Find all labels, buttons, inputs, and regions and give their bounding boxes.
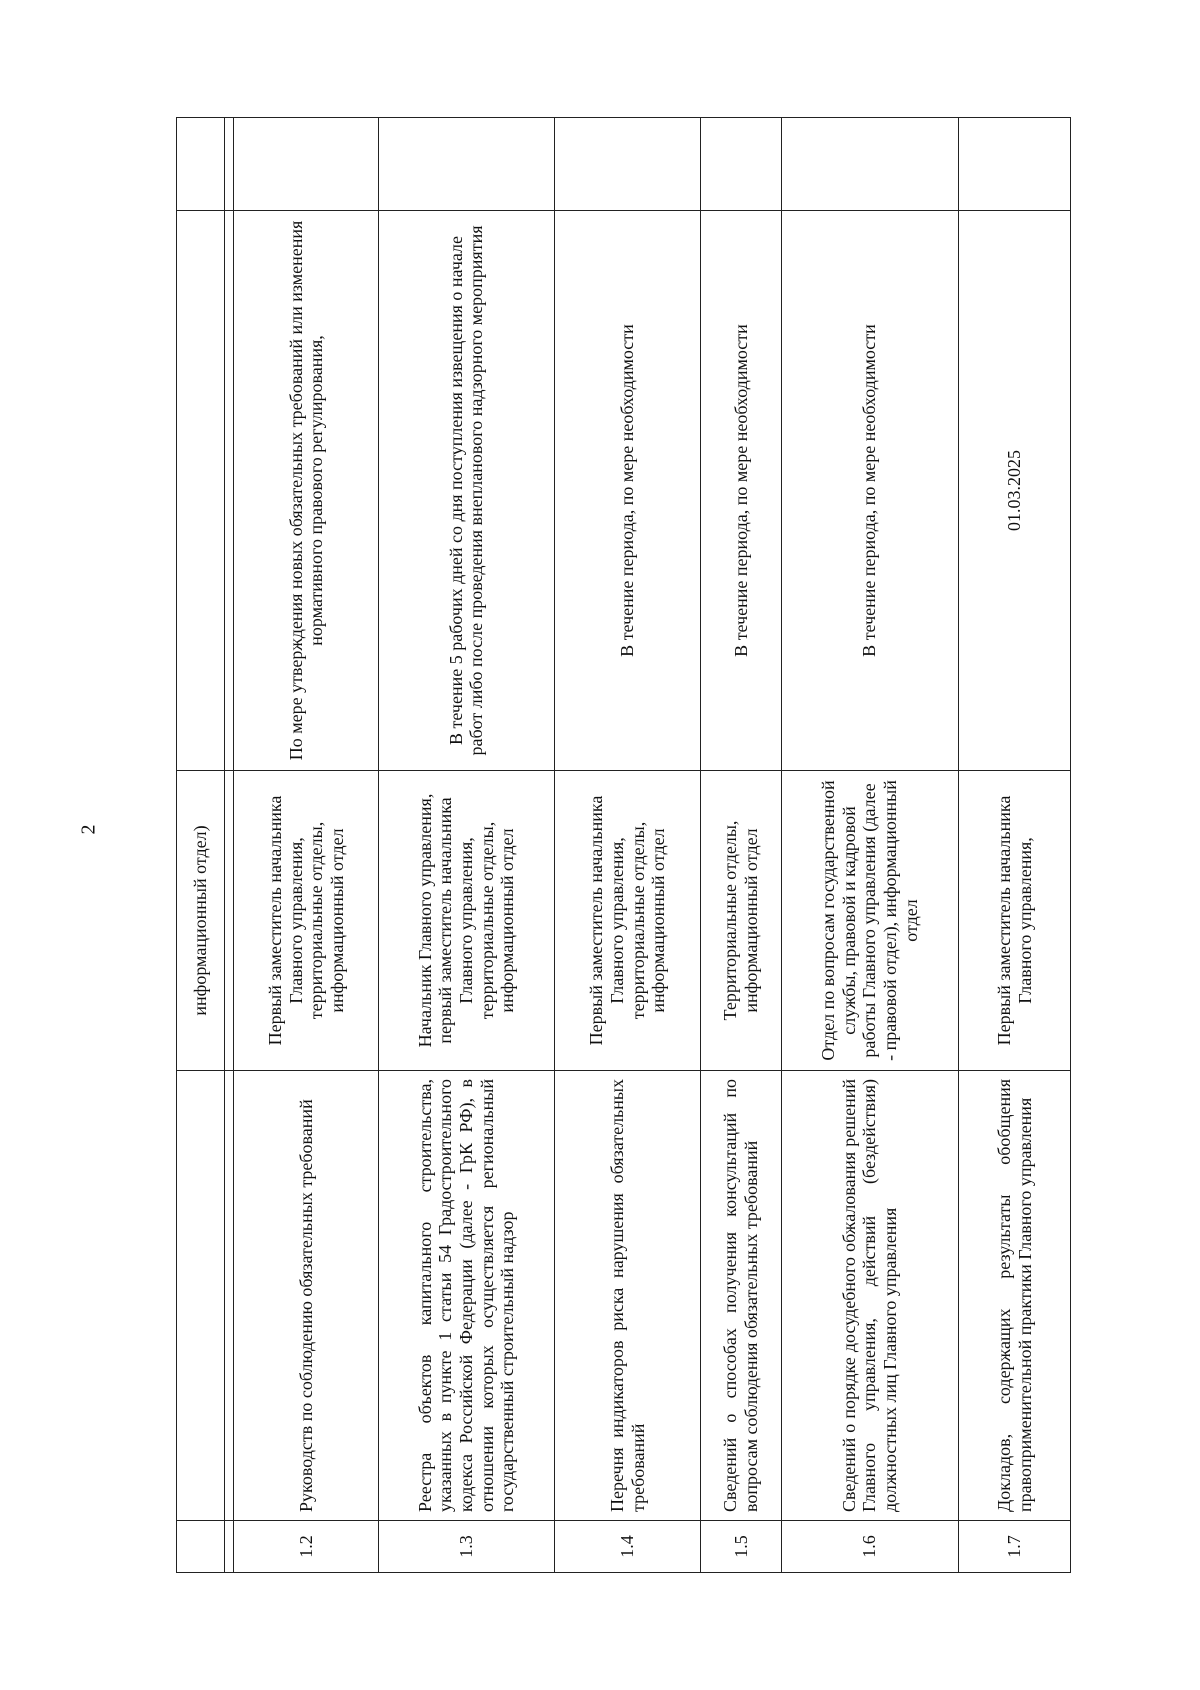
header-cell-blank [177, 118, 225, 211]
row-blank [701, 118, 781, 211]
table-row [234, 118, 379, 1573]
header-cell-responsible: информационный отдел) [177, 771, 225, 1071]
row-number: 1.4 [554, 1521, 701, 1573]
row-responsible: Отдел по вопросам государственной службы, правовой и кадровой работы Главного управления (далее - правовой отдел), информационный отдел [781, 771, 959, 1071]
row-responsible: Первый заместитель начальника Главного управления, территориальные отделы, информационный отдел [234, 771, 379, 1071]
page-number: 2 [77, 824, 100, 835]
row-number: 1.3 [379, 1521, 555, 1573]
row-blank [781, 118, 959, 211]
row-number: 1.5 [701, 1521, 781, 1573]
row-term: По мере утверждения новых обязательных требований или изменения нормативного правового регулирования, [234, 211, 379, 771]
row-blank [554, 118, 701, 211]
table-row [225, 118, 234, 1573]
table-row [701, 118, 781, 1573]
measures-table [176, 117, 1071, 1573]
row-name: Докладов, содержащих результаты обобщения правоприменительной практики Главного управления [959, 1071, 1071, 1521]
row-responsible: Начальник Главного управления, первый заместитель начальника Главного управления, территориальные отделы, информационный отдел [379, 771, 555, 1071]
table-row [959, 118, 1071, 1573]
row-term: В течение периода, по мере необходимости [781, 211, 959, 771]
row-name: Сведений о способах получения консультаций по вопросам соблюдения обязательных требований [701, 1071, 781, 1521]
row-term: В течение периода, по мере необходимости [701, 211, 781, 771]
header-cell-num [177, 1521, 225, 1573]
row-responsible: Первый заместитель начальника Главного управления, территориальные отделы, информационный отдел [554, 771, 701, 1071]
row-name: Сведений о порядке досудебного обжалования решений Главного управления, действий (бездействия) должностных лиц Главного управления [781, 1071, 959, 1521]
row-number: 1.7 [959, 1521, 1071, 1573]
table-row [379, 118, 555, 1573]
row-number: 1.2 [234, 1521, 379, 1573]
row-name: Перечня индикаторов риска нарушения обязательных требований [554, 1071, 701, 1521]
row-blank [379, 118, 555, 211]
header-cell-term [177, 211, 225, 771]
table-row [781, 118, 959, 1573]
row-responsible: Первый заместитель начальника Главного управления, [959, 771, 1071, 1071]
row-blank [959, 118, 1071, 211]
row-responsible: Территориальные отделы, информационный отдел [701, 771, 781, 1071]
header-cell-name [177, 1071, 225, 1521]
row-blank [234, 118, 379, 211]
row-name: Реестра объектов капитального строительства, указанных в пункте 1 статьи 54 Градостроительного кодекса Российской Федерации (далее - ГрК РФ), в отношении которых осуществляется региональный государственный строительный надзор [379, 1071, 555, 1521]
row-number: 1.6 [781, 1521, 959, 1573]
table-row [177, 118, 225, 1573]
row-name: Руководств по соблюдению обязательных требований [234, 1071, 379, 1521]
row-term: 01.03.2025 [959, 211, 1071, 771]
rotated-table-container [176, 118, 1071, 1573]
table-row [554, 118, 701, 1573]
row-term: В течение периода, по мере необходимости [554, 211, 701, 771]
row-term: В течение 5 рабочих дней со дня поступления извещения о начале работ либо после проведения внепланового надзорного мероприятия [379, 211, 555, 771]
